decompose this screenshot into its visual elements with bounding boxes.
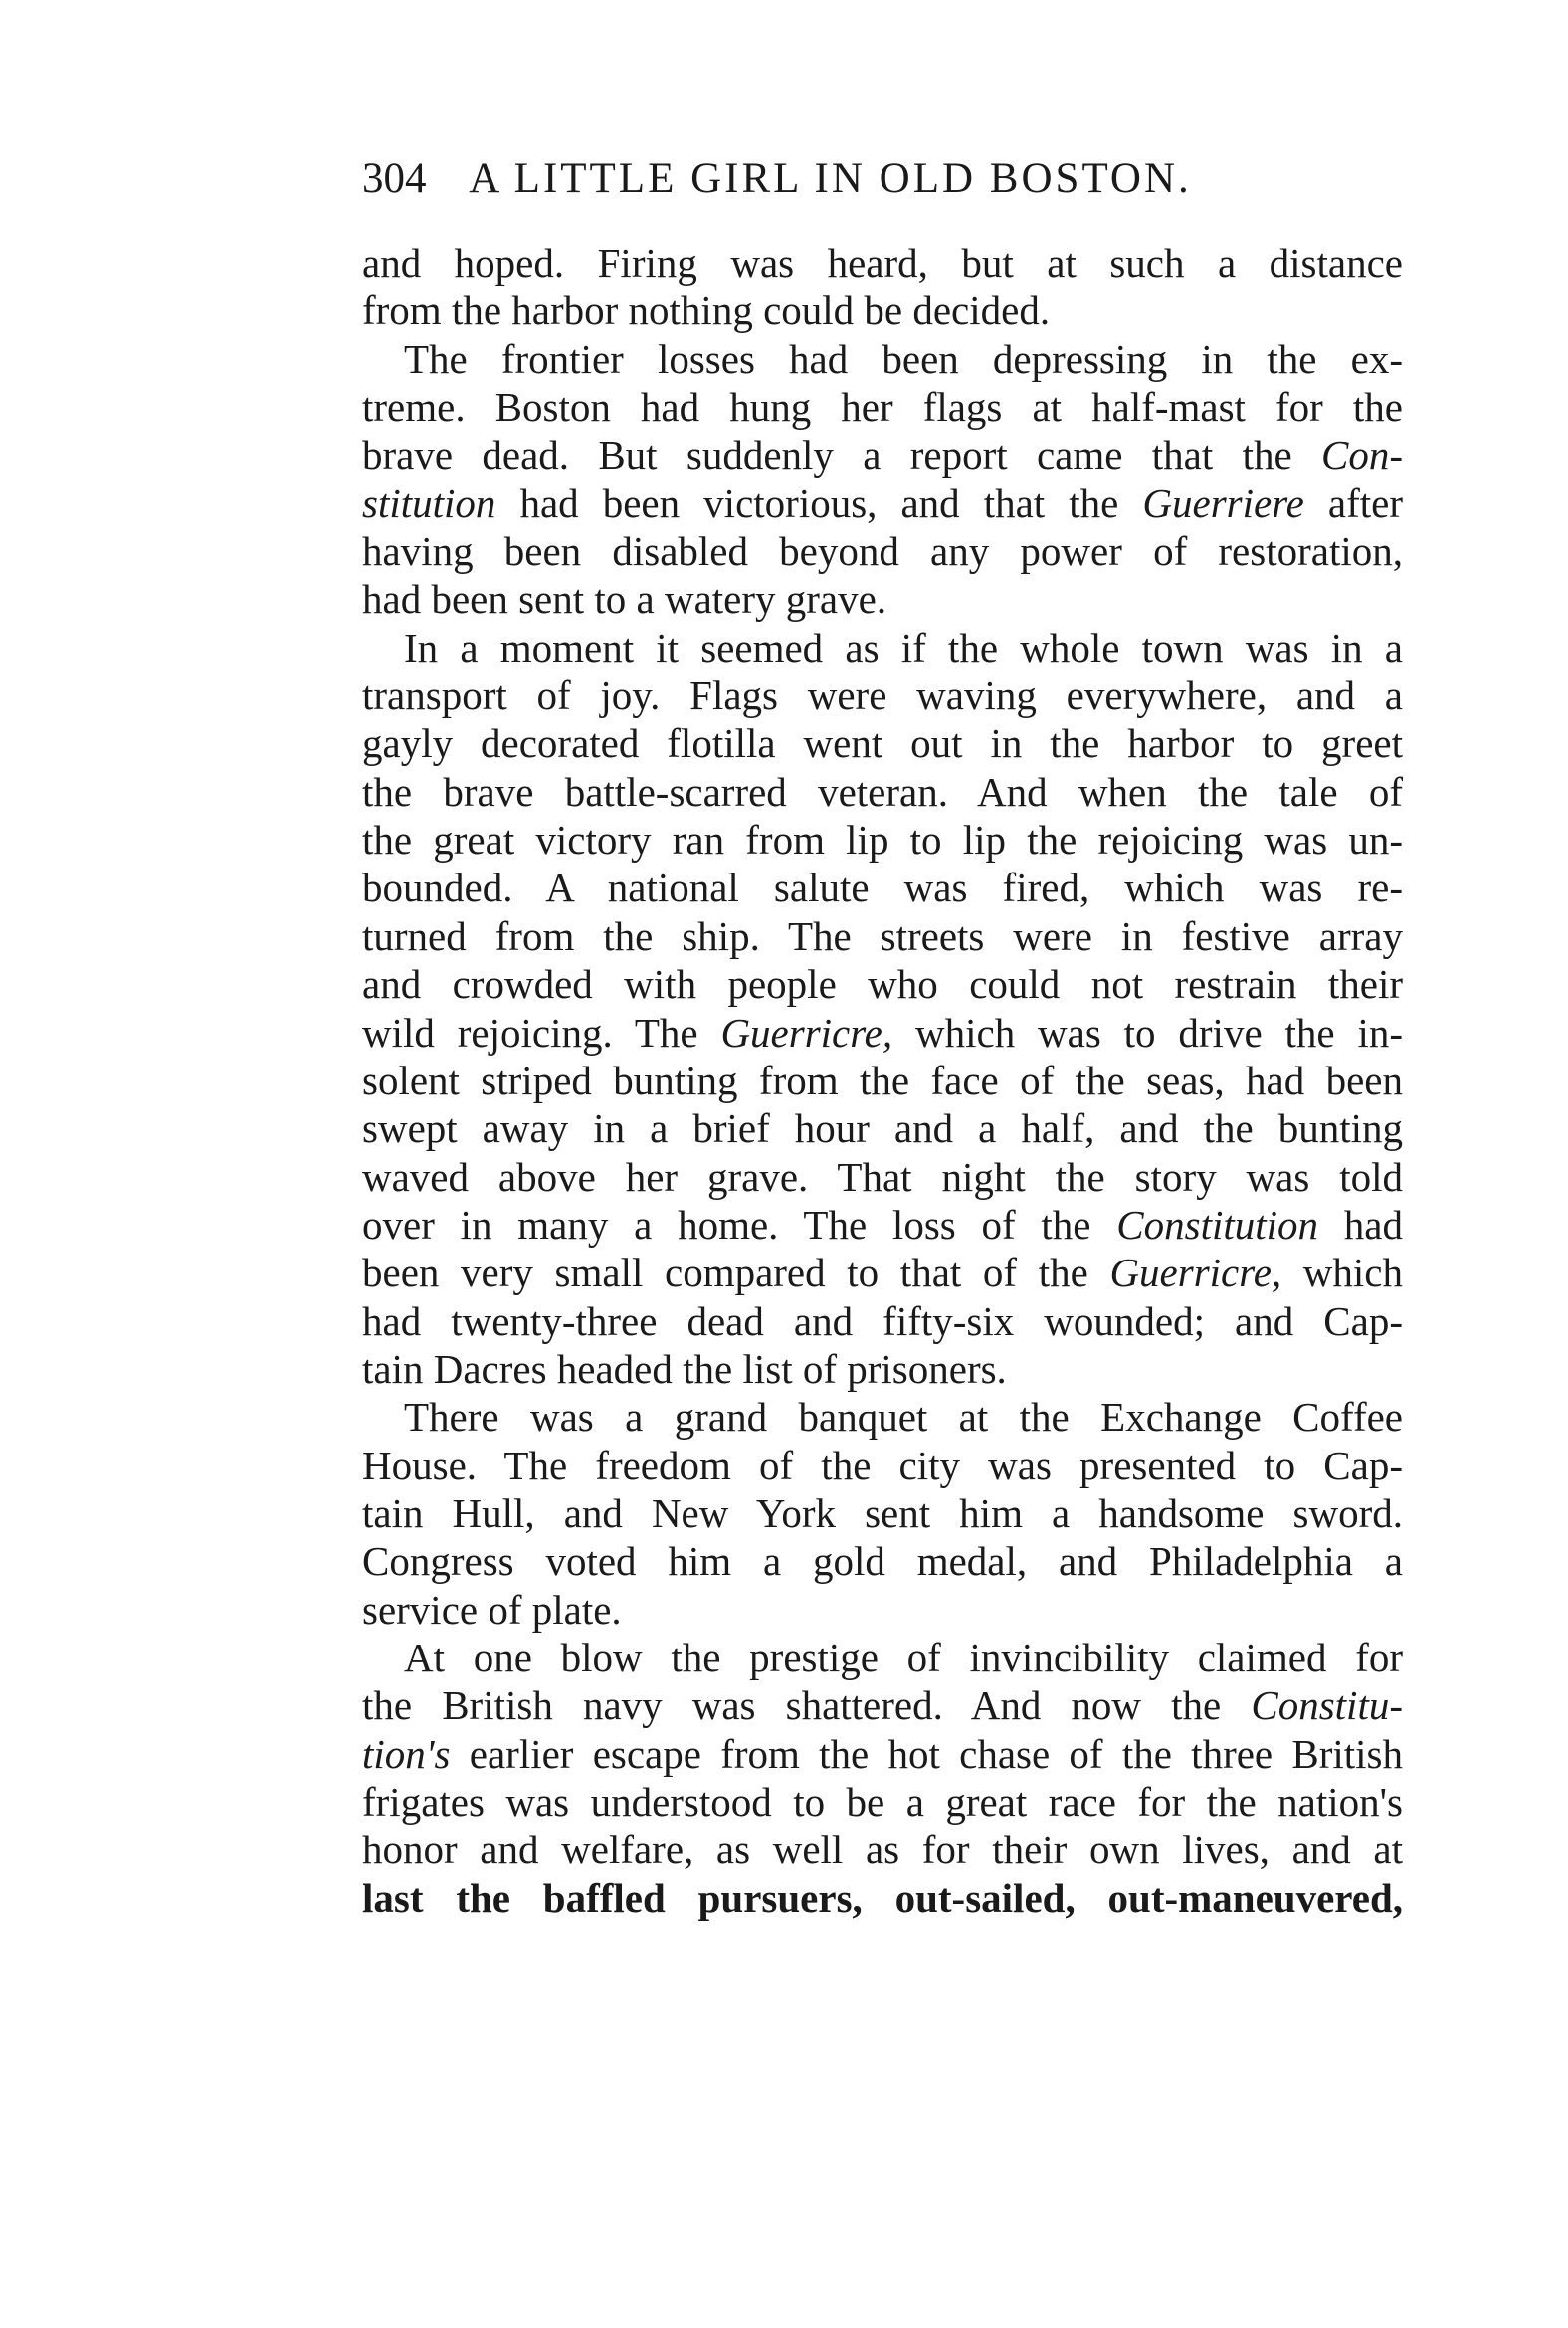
italic-text: Constitution [1116,1201,1319,1248]
text-segment: solent striped bunting from the face of the seas, had been [362,1057,1403,1103]
text-segment: waved above her grave. That night the story was told [362,1153,1403,1200]
text-line [362,1586,1403,1634]
text-segment: which was to drive the in- [892,1009,1403,1056]
text-line [362,1874,1403,1922]
text-segment: treme. Boston had hung her flags at half-mast for the [362,384,1403,431]
italic-text: Guerriere [1142,480,1304,526]
text-segment: from the harbor nothing could be decided. [362,288,1051,334]
italic-text: Con- [1321,432,1403,479]
text-segment: had been sent to a watery grave. [362,576,887,623]
text-line [362,864,1403,911]
text-line [362,1153,1403,1201]
text-line [362,1201,1403,1249]
text-segment: over in many a home. The loss of the [362,1201,1117,1248]
italic-text: Guerricre, [1109,1250,1282,1296]
text-line [362,1297,1403,1345]
text-line [362,1249,1403,1296]
text-line [362,383,1403,431]
text-line [362,239,1403,287]
text-line [362,719,1403,767]
text-line [362,1104,1403,1152]
text-line [362,1681,1403,1729]
text-line [362,1057,1403,1104]
text-segment: wild rejoicing. The [362,1009,721,1056]
text-segment: Congress voted him a gold medal, and Philadelphia a [362,1538,1403,1585]
text-line [362,431,1403,479]
text-segment: had twenty-three dead and fifty-six wounded; and Cap- [362,1297,1403,1344]
text-segment: the British navy was shattered. And now the [362,1682,1252,1729]
text-segment: honor and welfare, as well as for their own lives, and at [362,1827,1403,1873]
text-segment: tain Hull, and New York sent him a handsome sword. [362,1489,1403,1536]
text-segment: which [1281,1250,1403,1296]
text-segment: and crowded with people who could not restrain their [362,961,1403,1008]
text-segment: brave dead. But suddenly a report came that the [362,432,1321,479]
text-segment: In a moment it seemed as if the whole town was in a [404,624,1403,671]
text-segment: At one blow the prestige of invincibility claimed for [404,1634,1403,1680]
text-line [362,335,1403,383]
italic-text: stitution [362,480,496,526]
text-line [362,624,1403,672]
text-line [362,912,1403,960]
text-segment: frigates was understood to be a great race for the nation's [362,1779,1403,1825]
text-line [362,1442,1403,1489]
italic-text: Guerricre, [720,1009,893,1056]
text-line [362,575,1403,623]
text-line [362,1345,1403,1393]
page-number: 304 [362,155,427,202]
text-line [362,1778,1403,1826]
text-segment: having been disabled beyond any power of restoration, [362,528,1403,575]
text-segment: House. The freedom of the city was presented to Cap- [362,1442,1403,1488]
text-line [362,1009,1403,1057]
text-segment: gayly decorated flotilla went out in the harbor to greet [362,720,1403,767]
text-segment: transport of joy. Flags were waving everywhere, and a [362,673,1403,719]
text-line [362,287,1403,334]
text-segment: after [1303,480,1404,526]
text-segment: had been victorious, and that the [495,480,1143,526]
text-line [362,1489,1403,1537]
text-line [362,1634,1403,1681]
text-segment: last the baffled pursuers, out-sailed, out-maneuvered, [362,1874,1403,1921]
running-title: A LITTLE GIRL IN OLD BOSTON. [469,155,1192,202]
text-line [362,672,1403,719]
text-segment: There was a grand banquet at the Exchange Coffee [404,1394,1403,1441]
italic-text: tion's [362,1730,451,1777]
page-header [362,154,1367,214]
text-segment: been very small compared to that of the [362,1250,1110,1296]
text-line [362,1537,1403,1585]
text-segment: The frontier losses had been depressing in the ex- [404,335,1403,382]
text-line [362,1826,1403,1873]
text-segment: bounded. A national salute was fired, which was re- [362,865,1403,911]
text-line [362,1393,1403,1441]
text-segment: swept away in a brief hour and a half, and the bunting [362,1105,1403,1152]
italic-text: Constitu- [1251,1682,1403,1729]
body-text [362,239,1403,1922]
text-segment: and hoped. Firing was heard, but at such a distance [362,240,1403,286]
text-line [362,816,1403,864]
text-line [362,960,1403,1008]
text-segment: had [1318,1201,1403,1248]
text-line [362,527,1403,575]
text-segment: tain Dacres headed the list of prisoners. [362,1345,1007,1392]
text-line [362,1730,1403,1778]
text-segment: earlier escape from the hot chase of the three British [450,1730,1403,1777]
text-segment: service of plate. [362,1586,622,1633]
text-segment: turned from the ship. The streets were in festive array [362,912,1403,959]
text-line [362,768,1403,816]
text-segment: the great victory ran from lip to lip the rejoicing was un- [362,817,1403,864]
text-line [362,480,1403,527]
text-segment: the brave battle-scarred veteran. And when the tale of [362,768,1403,815]
